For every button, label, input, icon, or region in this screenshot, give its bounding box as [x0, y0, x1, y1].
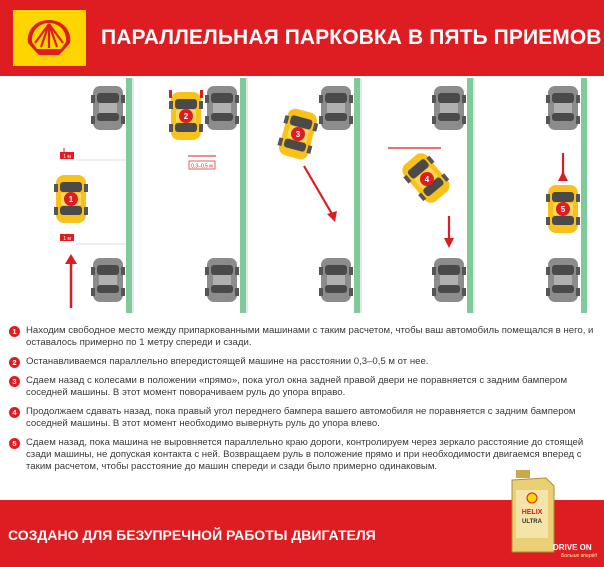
step-text: Продолжаем сдавать назад, пока правый угол переднего бампера вашего автомобиля не поравняется с задним бампером соседней машины. В этот момент необходимо вывернуть руль до упора влево. [26, 406, 576, 429]
shell-pecten-icon [13, 10, 86, 66]
step-text: Сдаем назад, пока машина не выровняется параллельно краю дороги, контролируем через зеркало расстояние до стоящей сзади машины, не допуская контакта с ней. Возвращаем руль в положение прямо и при необходимости двигаемся вперед с таким расчетом, чтобы расстояние до машин спереди и сзади было примерно одинаковым. [26, 437, 584, 472]
distance-label-rear: 1 м [63, 236, 71, 242]
drive-on-tagline: DRIVE ON [553, 543, 592, 552]
step-number-badge: 4 [9, 407, 20, 418]
step-5-car [546, 153, 580, 233]
step-number-badge: 3 [9, 376, 20, 387]
step-number-badge: 2 [9, 357, 20, 368]
step-badge-5: 5 [560, 205, 566, 214]
step-text: Сдаем назад с колесами в положении «прямо», пока угол окна задней правой двери не поравняется с задним бампером соседней машины. В этот момент поворачиваем руль до упора вправо. [26, 375, 568, 398]
step-text: Находим свободное место между припаркованными машинами с таким расчетом, чтобы ваш автомобиль помещался в него, и оставалось примерно по 1 метру спереди и сзади. [26, 325, 594, 348]
parking-diagram [16, 78, 588, 318]
header-banner [0, 0, 604, 76]
step-badge-3: 3 [295, 130, 301, 139]
parked-cars-rear [91, 258, 580, 302]
step-number-badge: 1 [9, 326, 20, 337]
page-title: ПАРАЛЛЕЛЬНАЯ ПАРКОВКА В ПЯТЬ ПРИЕМОВ [101, 26, 602, 49]
step-number-badge: 5 [9, 438, 20, 449]
step-item [9, 437, 594, 473]
step-text: Останавливаемся параллельно впередистоящей машине на расстоянии 0,3–0,5 м от нее. [26, 356, 429, 367]
shell-logo [13, 10, 86, 66]
step-badge-1: 1 [68, 195, 74, 204]
footer-slogan: СОЗДАНО ДЛЯ БЕЗУПРЕЧНОЙ РАБОТЫ ДВИГАТЕЛЯ [8, 527, 376, 543]
distance-label-front: 1 м [63, 154, 71, 160]
drive-on-subline: Больше вперёд [561, 553, 598, 559]
step-badge-4: 4 [424, 175, 430, 184]
step-4-car [388, 148, 454, 248]
step-badge-2: 2 [183, 112, 189, 121]
parked-cars-front [91, 86, 580, 130]
gap-label: 0,3–0,5 м [191, 163, 213, 170]
step-item [9, 406, 594, 430]
bottle-brand: HELIX [521, 509, 543, 516]
bottle-product: ULTRA [522, 519, 542, 525]
step-item [9, 375, 594, 399]
steps-list [9, 325, 594, 480]
step-item [9, 356, 594, 368]
step-item [9, 325, 594, 349]
